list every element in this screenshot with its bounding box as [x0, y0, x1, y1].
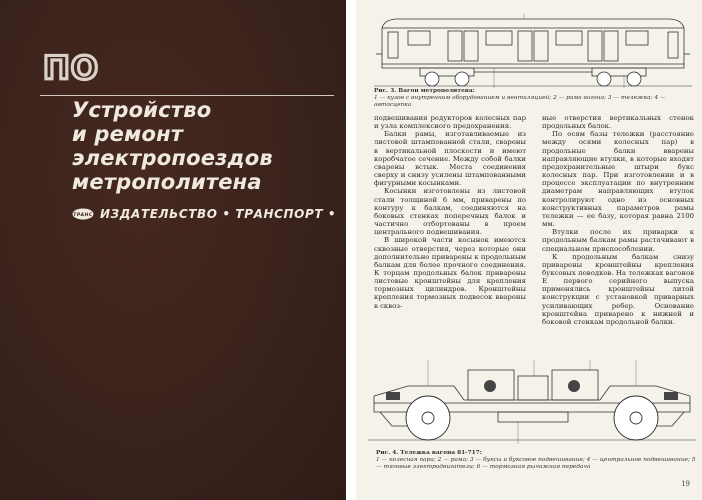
paragraph: Балки рамы, изготавливаемые из листовой штампованной стали, сварены в вертикальной плоскости и имеют коробчатое сечение. Между собой балки сварены встык. Места соединения сверху и снизу усилены штампованными фигурными косынками. [374, 130, 526, 188]
figure-3-metro-car-drawing [374, 14, 692, 88]
figure-3-caption-legend: 1 — кузов с внутренним оборудованием и вентиляцией; 2 — рама вагона; 3 — тележка; 4 — автосцепка [374, 95, 666, 108]
page-number: 19 [681, 480, 690, 488]
publisher-name: ИЗДАТЕЛЬСТВО • ТРАНСПОРТ • [100, 207, 337, 221]
publisher-line [72, 205, 336, 223]
publisher-emblem-text: ТРАНС [73, 213, 93, 218]
paragraph: По осям базы тележки (расстояние между осями колесных пар) в продольные балки вварены направляющие втулки, в которые входят предохранительные штыри букс колесных пар. При изготовлении и в процессе эксплуатации по внутренним диаметрам направляющих втулок контролируют одно из основных конструктивных параметров рамы тележки — ее базу, которая равна 2100 мм. [542, 130, 694, 229]
book-cover [0, 0, 346, 500]
text-column-right [542, 114, 694, 326]
cover-title-line: и ремонт [72, 122, 184, 146]
cover-title-line: Устройство [72, 98, 212, 122]
figure-4-caption [376, 450, 696, 470]
paragraph: ные отверстия вертикальных стенок продольных балок. [542, 114, 694, 131]
paragraph: Втулки после их приварки к продольным балкам рамы растачивают в специальном приспособлении. [542, 228, 694, 253]
figure-4-caption-legend: 1 — колесная пара; 2 — рама; 3 — буксы и буксовое подвешивание; 4 — центральное подвешивание; 5 — тяговые электродвигатели; 6 — тормозная рычажная передача [376, 456, 696, 470]
figure-4-bogie-drawing [368, 356, 696, 448]
paragraph: К продольным балкам снизу приварены кронштейны крепления буксовых поводков. На тележках вагонов Е первого серийного выпуска применялись кронштейны литой конструкции с установкой приварных усиливающих ребер. Основание кронштейна приварено к нижней и боковой стенкам продольной балки. [542, 252, 694, 326]
publisher-logo [40, 46, 102, 86]
cover-title [72, 98, 340, 194]
book-page [356, 0, 702, 500]
figure-4-caption-title: Рис. 4. Тележка вагона 81-717: [376, 450, 482, 456]
cover-divider [40, 95, 334, 96]
figure-3-caption-title: Рис. 3. Вагон метрополитена: [374, 88, 475, 94]
paragraph: В широкой части косынок имеются сквозные отверстия, через которые они дополнительно приварены к продольным балкам для более прочного соединения. К торцам продольных балок приварены листовые кронштейны для крепления тормозных цилиндров. Кронштейны крепления тормозных подвесок вварены в сквоз- [374, 236, 526, 310]
paragraph: Косынки изготовлены из листовой стали толщиной 6 мм, приварены по контуру к балкам, соединяются на боковых стенках поперечных балок и частично отбортованы в проем центрального подвешивания. [374, 187, 526, 237]
paragraph: подвешивания редукторов колесных пар и узла комплексного предохранения. [374, 114, 526, 131]
logo-text: ПО [43, 49, 99, 86]
publisher-emblem-icon [72, 208, 94, 220]
cover-title-line: электропоездов [72, 146, 273, 170]
cover-title-line: метрополитена [72, 170, 262, 194]
figure-3-caption [374, 88, 694, 109]
text-column-left [374, 114, 526, 310]
